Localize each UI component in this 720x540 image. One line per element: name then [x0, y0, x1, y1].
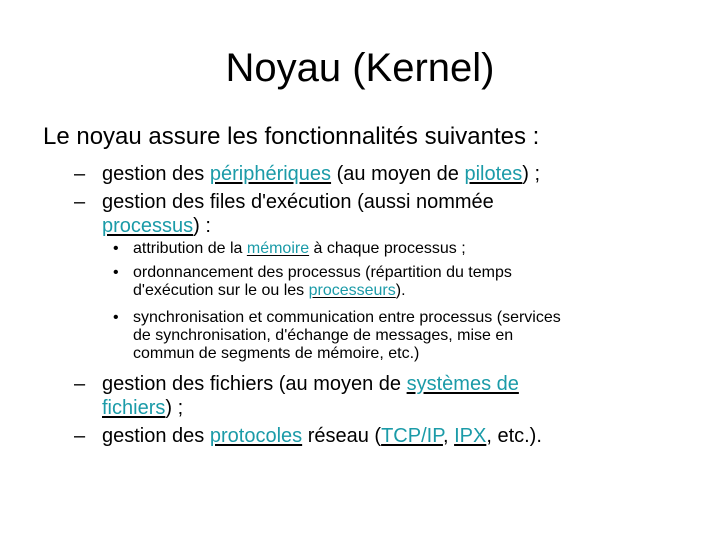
subbullet-text: synchronisation et communication entre processus (services de synchronisation, d'échange de messages, mise en commun de segments de mémoire, etc.) — [133, 309, 561, 362]
bullet-text: gestion des files d'exécution (aussi nommée processus) : — [102, 191, 494, 237]
subbullet-memory — [113, 240, 673, 258]
bullet-marker: • — [113, 309, 119, 326]
dash-marker: – — [74, 425, 86, 447]
link-processus[interactable]: processus — [102, 215, 194, 237]
dash-marker: – — [74, 163, 86, 185]
bullet-files — [74, 372, 634, 420]
bullet-protocols — [74, 424, 634, 448]
subbullet-text: attribution de la mémoire à chaque processus ; — [133, 240, 466, 257]
bullet-peripherals — [74, 162, 634, 186]
dash-marker: – — [74, 191, 86, 213]
link-memoire[interactable]: mémoire — [246, 240, 310, 257]
subbullet-synchronisation — [113, 309, 673, 363]
link-systemes-de-fichiers-1[interactable]: systèmes de — [406, 373, 519, 395]
link-ipx[interactable]: IPX — [454, 425, 487, 447]
bullet-text: gestion des fichiers (au moyen de systèmes de fichiers) ; — [102, 373, 519, 419]
bullet-text: gestion des périphériques (au moyen de pilotes) ; — [102, 163, 541, 185]
link-tcp-ip[interactable]: TCP/IP — [381, 425, 443, 447]
link-processeurs[interactable]: processeurs — [308, 282, 396, 299]
link-peripheriques[interactable]: périphériques — [209, 163, 332, 185]
link-pilotes[interactable]: pilotes — [464, 163, 523, 185]
bullet-processes — [74, 190, 634, 238]
slide-title: Noyau (Kernel) — [225, 46, 495, 90]
subbullet-scheduling — [113, 264, 673, 300]
bullet-marker: • — [113, 240, 119, 257]
link-systemes-de-fichiers-2[interactable]: fichiers — [102, 397, 166, 419]
dash-marker: – — [74, 373, 86, 395]
bullet-marker: • — [113, 264, 119, 281]
intro-text: Le noyau assure les fonctionnalités suivantes : — [43, 123, 540, 150]
bullet-text: gestion des protocoles réseau (TCP/IP, IPX, etc.). — [102, 425, 542, 447]
subbullet-text: ordonnancement des processus (répartition du temps d'exécution sur le ou les processeurs). — [133, 264, 512, 299]
link-protocoles[interactable]: protocoles — [209, 425, 303, 447]
